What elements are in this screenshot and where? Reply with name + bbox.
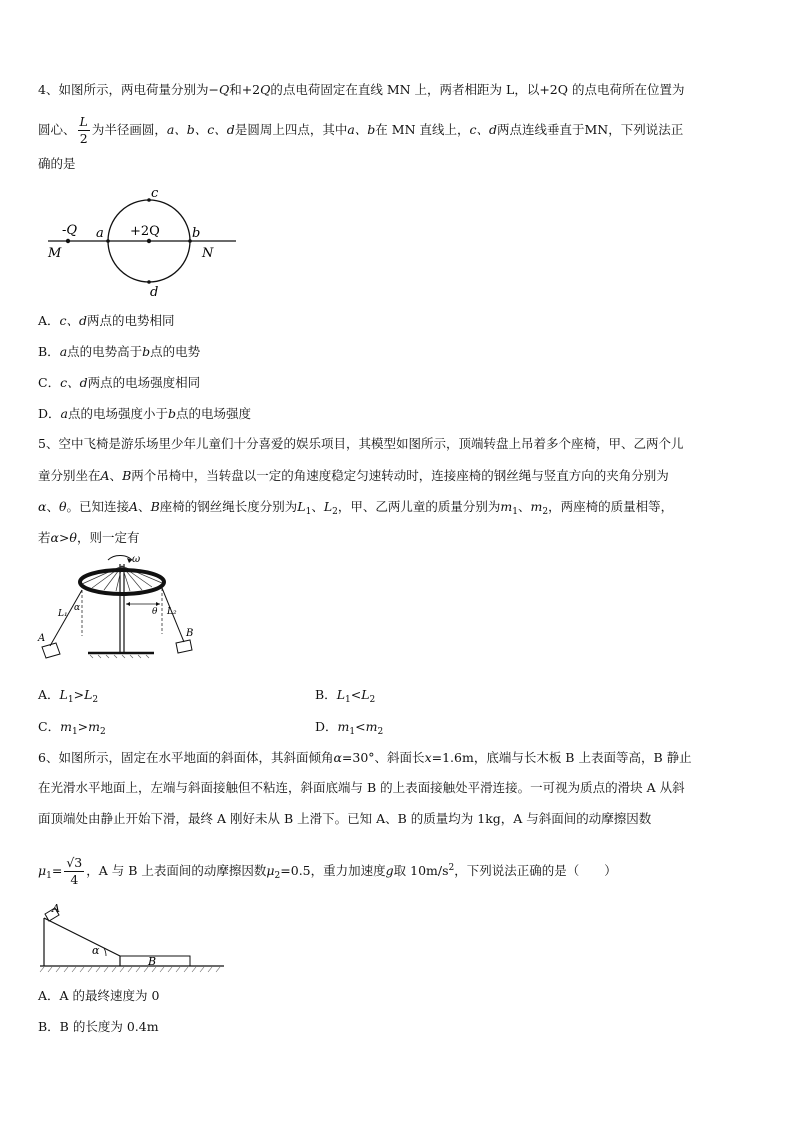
q5-stem-line-4: 若α>θ，则一定有	[38, 530, 140, 545]
q4-option-c[interactable]: C．c、d两点的电场强度相同	[38, 375, 201, 390]
q6-stem-line-2: 在光滑水平地面上，左端与斜面接触但不粘连，斜面底端与 B 的上表面接触处平滑连接。一可视为质点的滑块 A 从斜	[38, 780, 685, 795]
label-L2: L₂	[167, 607, 177, 617]
label-d: d	[150, 285, 159, 300]
q5-option-d[interactable]: D．$m_1<m_2$	[315, 719, 384, 737]
q4-stem-line-2: 圆心、 $\frac{L}{2}$ 为半径画圆，a、b、c、d是圆周上四点，其中a、b在 MN 直线上，c、d两点连线垂直于MN，下列说法正	[38, 114, 684, 146]
radius-arrowhead-right	[156, 602, 160, 606]
fraction-L-over-2: $\frac{L}{2}$	[79, 114, 88, 146]
label-b: b	[192, 226, 201, 241]
q6-option-a[interactable]: A．A 的最终速度为 0	[38, 988, 160, 1003]
q4-figure-charges-circle	[40, 185, 240, 300]
label-neg-q: -Q	[62, 223, 78, 238]
q5-option-b[interactable]: B．$L_1<L_2$	[315, 687, 376, 705]
label-A: A	[38, 633, 46, 644]
q4-option-d[interactable]: D．a点的电场强度小于b点的电场强度	[38, 406, 252, 421]
charge-pos-dot	[147, 239, 151, 243]
q6-stem-line-4: $\mu_1=$ $\frac{√3}{4}$ ，A 与 B 上表面间的动摩擦因数$\mu_2=0.5$，重力加速度g取 $10m/s^2$，下列说法正确的是（ ）	[38, 855, 617, 888]
label-pos-q: +2Q	[130, 224, 160, 239]
q6-stem-line-3: 面顶端处由静止开始下滑，最终 A 刚好未从 B 上滑下。已知 A、B 的质量均为 1kg，A 与斜面间的动摩擦因数	[38, 811, 652, 826]
base-hatch	[90, 655, 149, 658]
q4-stem-line-3: 确的是	[38, 156, 76, 171]
q5-stem-line-1: 5、空中飞椅是游乐场里少年儿童们十分喜爱的娱乐项目，其模型如图所示，顶端转盘上吊着多个座椅，甲、乙两个儿	[38, 436, 684, 451]
incline-surface	[44, 918, 120, 956]
q6-figure-incline-board	[38, 900, 228, 978]
q5-stem-line-3: α、θ。已知连接A、B座椅的钢丝绳长度分别为$L_1$、$L_2$，甲、乙两儿童的质量分别为$m_1$、$m_2$，两座椅的质量相等，	[38, 499, 674, 517]
label-theta: θ	[152, 607, 158, 617]
label-A: A	[52, 902, 60, 915]
radius-arrowhead-left	[126, 602, 130, 606]
label-B: B	[186, 628, 194, 639]
q4-stem-line-1: 4、如图所示，两电荷量分别为−Q和+2Q的点电荷固定在直线 MN 上，两者相距为 L，以+2Q 的点电荷所在位置为	[38, 82, 685, 97]
label-alpha: α	[92, 944, 100, 957]
point-a-dot	[106, 239, 110, 243]
label-N: N	[202, 246, 214, 261]
charge-neg-dot	[66, 239, 70, 243]
rotating-ring	[80, 570, 164, 594]
q5-figure-swing-ride	[34, 552, 214, 664]
q4-option-a[interactable]: A．c、d两点的电势相同	[38, 313, 175, 328]
label-alpha: α	[74, 603, 81, 613]
q4-option-b[interactable]: B．a点的电势高于b点的电势	[38, 344, 201, 359]
label-omega: ω	[132, 554, 141, 565]
label-B: B	[148, 955, 157, 968]
label-L1: L₁	[58, 609, 68, 619]
q6-stem-line-1: 6、如图所示，固定在水平地面的斜面体，其斜面倾角α=30°、斜面长x=1.6m，底端与长木板 B 上表面等高，B 静止	[38, 750, 692, 765]
label-a: a	[96, 226, 104, 241]
label-c: c	[151, 186, 159, 201]
ground-hatch	[40, 967, 220, 972]
q5-stem-line-2: 童分别坐在A、B两个吊椅中，当转盘以一定的角速度稳定匀速转动时，连接座椅的钢丝绳与竖直方向的夹角分别为	[38, 468, 669, 483]
q5-option-c[interactable]: C．$m_1>m_2$	[38, 719, 106, 737]
q6-option-b[interactable]: B．B 的长度为 0.4m	[38, 1019, 159, 1034]
q5-option-a[interactable]: A．$L_1>L_2$	[38, 687, 99, 705]
point-d-dot	[147, 280, 151, 284]
label-M: M	[48, 246, 62, 261]
fraction-sqrt3-over-4: $\frac{√3}{4}$	[66, 855, 83, 888]
